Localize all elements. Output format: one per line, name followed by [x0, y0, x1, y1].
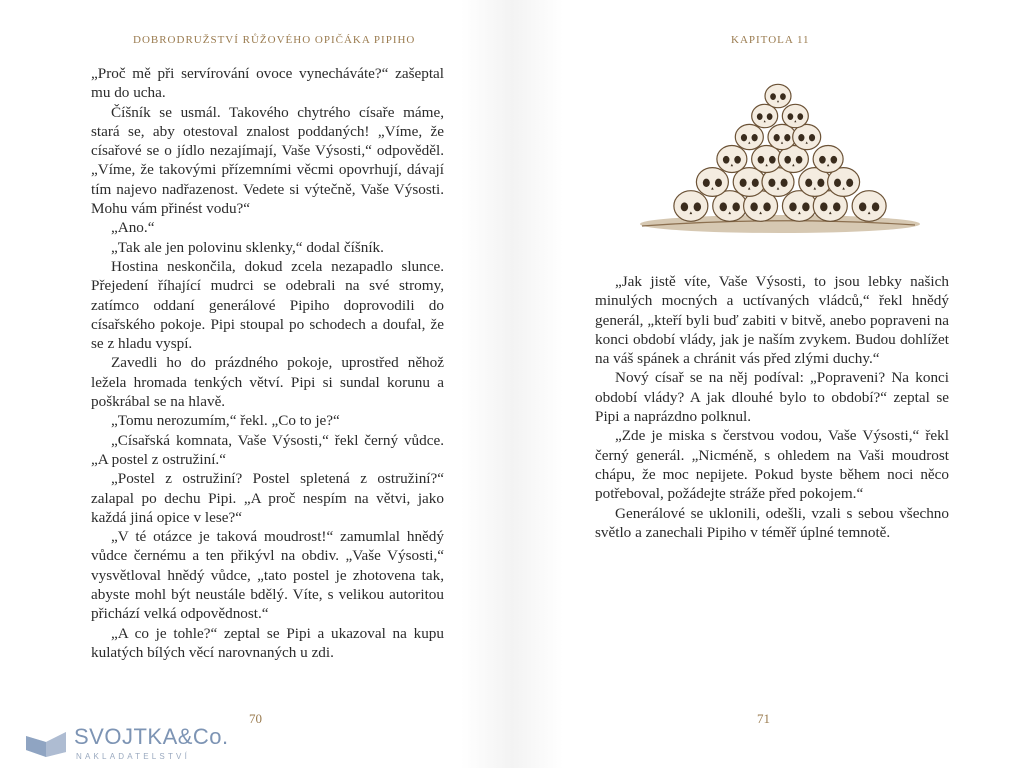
skull-pile-illustration [630, 66, 920, 248]
skull-icon [696, 168, 728, 197]
skull-icon [752, 104, 778, 127]
page-number-left: 70 [249, 711, 262, 726]
skull-icon [852, 191, 886, 222]
paragraph: „Zde je miska s čerstvou vodou, Vaše Výsosti,“ řekl černý generál. „Nicméně, s ohledem na Vaši moudrost chápu, že moc nepijete. Pokud byste během noci něco potřeboval, požádejte stráže před pokojem.“ [595, 427, 949, 503]
skull-icon [782, 104, 808, 127]
publisher-subtitle: NAKLADATELSTVÍ [76, 752, 191, 761]
skull-icon [768, 124, 796, 149]
skull-icon [752, 146, 782, 173]
skull-group [674, 84, 886, 221]
paragraph: Generálové se uklonili, odešli, vzali s sebou všechno světlo a zanechali Pipiho v téměř úplné temnotě. [595, 504, 949, 541]
publisher-name: SVOJTKA&Co. [74, 724, 229, 749]
paragraph: „Proč mě při servírování ovoce vynecháváte?“ zašeptal mu do ucha. [91, 65, 444, 102]
skull-icon [674, 191, 708, 222]
paragraph: „Ano.“ [111, 219, 155, 237]
paragraph: „Tomu nerozumím,“ řekl. „Co to je?“ [111, 412, 340, 430]
paragraph: „Jak jistě víte, Vaše Výsosti, to jsou lebky našich minulých mocných a uctívaných vládců,“ řekl hnědý generál, „kteří byli buď zabiti v bitvě, anebo popraveni na konci období vlády, jak je naším zvykem. Budou dohlížet na váš spánek a chránit vás před zlými duchy.“ [595, 273, 949, 368]
skull-icon [813, 146, 843, 173]
page-number-right: 71 [757, 711, 770, 726]
skull-icon [717, 146, 747, 173]
skull-icon [765, 84, 791, 107]
paragraph: „A co je tohle?“ zeptal se Pipi a ukazoval na kupu kulatých bílých věcí narovnaných u zdi. [91, 624, 444, 661]
running-head-right: KAPITOLA 11 [731, 34, 810, 46]
paragraph: Hostina neskončila, dokud zcela nezapadlo slunce. Přejedení říhající mudrci se odebrali na své stromy, zatímco oddaní generálové Pipiho doprovodili do císařského pokoje. Pipi stoupal po schodech a doufal, že se z hladu vyspí. [91, 257, 444, 353]
paragraph: „V té otázce je taková moudrost!“ zamumlal hnědý vůdce černému a ten přikývl na obdiv. „Vaše Výsosti,“ vysvětloval hnědý vůdce, „tato postel je zhotovena tak, abyste mohl být neustále bdělý. Víte, s velikou autoritou přichází velká odpovědnost.“ [91, 528, 444, 623]
right-page-body [595, 272, 949, 542]
skull-icon [735, 124, 763, 149]
publisher-logo [24, 724, 229, 764]
running-head-left: DOBRODRUŽSTVÍ RŮŽOVÉHO OPIČÁKA PIPIHO [133, 34, 416, 46]
paragraph: „Postel z ostružiní? Postel spletená z ostružiní?“ zalapal po dechu Pipi. „A proč nespím na větvi, jako každá jiná opice v lese?“ [91, 470, 444, 526]
paragraph: „Tak ale jen polovinu sklenky,“ dodal číšník. [111, 238, 384, 256]
paragraph: Nový císař se na něj podíval: „Popraveni? Na konci období vlády? A jak dlouhé bylo to období?“ zeptal se Pipi a naprázdno polknul. [595, 369, 949, 426]
left-page-body [91, 64, 444, 662]
paragraph: Číšník se usmál. Takového chytrého císaře máme, stará se, aby otestoval znalost poddaných! „Víme, že císařové se o jídlo nezajímají, Vaše Výsosti,“ odpověděl. „Víme, že takovými přízemními věcmi opovrhují, dávají tím najevo nadřazenost. Vedete si výtečně, Vaše Výsosti. Mohu vám přinést vodu?“ [91, 103, 444, 218]
paragraph: „Císařská komnata, Vaše Výsosti,“ řekl černý vůdce. „A postel z ostružiní.“ [91, 431, 444, 468]
open-book-icon [24, 726, 68, 758]
right-page [512, 0, 1024, 768]
paragraph: Zavedli ho do prázdného pokoje, uprostřed něhož ležela hromada tenkých větví. Pipi si sundal korunu a poškrábal se na hlavě. [91, 354, 444, 411]
